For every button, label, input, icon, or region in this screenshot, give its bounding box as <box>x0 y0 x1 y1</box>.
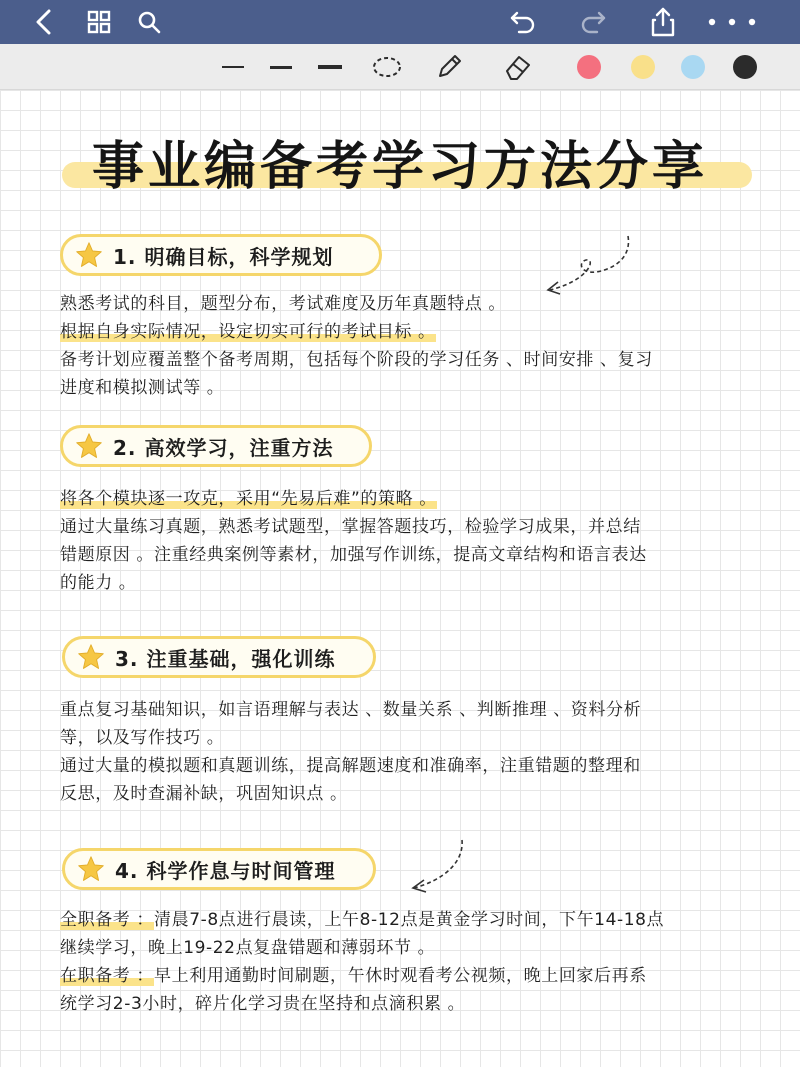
section-1-line-3: 备考计划应覆盖整个备考周期，包括每个阶段的学习任务 、时间安排 、复习 <box>60 350 653 370</box>
grid-icon[interactable] <box>84 0 114 44</box>
section-2-line-1 <box>60 485 750 513</box>
section-2-line-1-text: 将各个模块逐一攻克，采用“先易后难”的策略 。 <box>60 489 437 509</box>
section-1-body <box>60 290 750 402</box>
more-icon[interactable] <box>704 0 760 44</box>
medium-line-tool-icon[interactable] <box>268 44 294 90</box>
parttime-text: 早上利用通勤时间刷题，午休时观看考公视频，晚上回家后再系 <box>154 966 647 986</box>
section-2-line-3: 错题原因 。注重经典案例等素材，加强写作训练，提高文章结构和语言表达 <box>60 545 647 565</box>
section-1-line-4: 进度和模拟测试等 。 <box>60 378 225 398</box>
section-1-line-2 <box>60 318 750 346</box>
color-blue-swatch[interactable] <box>680 44 706 90</box>
section-3-line-4: 反思，及时查漏补缺，巩固知识点 。 <box>60 784 348 804</box>
section-1-line-1: 熟悉考试的科目，题型分布，考试难度及历年真题特点 。 <box>60 294 507 314</box>
section-3-line-3: 通过大量的模拟题和真题训练，提高解题速度和准确率，注重错题的整理和 <box>60 756 641 776</box>
thin-line-tool-icon[interactable] <box>220 44 246 90</box>
section-2-title: 2. 高效学习，注重方法 <box>113 435 334 460</box>
share-icon[interactable] <box>646 0 680 44</box>
section-1-title: 1. 明确目标，科学规划 <box>113 244 334 269</box>
lasso-icon[interactable] <box>370 44 404 90</box>
redo-icon[interactable] <box>576 0 610 44</box>
section-2-body <box>60 485 750 597</box>
section-4-body <box>60 906 750 1018</box>
section-4-heading <box>62 848 376 890</box>
section-3-line-1: 重点复习基础知识，如言语理解与表达 、数量关系 、判断推理 、资料分析 <box>60 700 642 720</box>
section-4-line-4: 统学习2-3小时，碎片化学习贵在坚持和点滴积累 。 <box>60 994 466 1014</box>
section-3-heading <box>62 636 376 678</box>
section-2-line-2: 通过大量练习真题，熟悉考试题型，掌握答题技巧，检验学习成果，并总结 <box>60 517 641 537</box>
section-3-body <box>60 696 750 808</box>
drawing-toolbar <box>0 44 800 90</box>
eraser-icon[interactable] <box>502 44 536 90</box>
section-4-title: 4. 科学作息与时间管理 <box>115 858 336 883</box>
section-4-line-2: 继续学习，晚上19-22点复盘错题和薄弱环节 。 <box>60 938 436 958</box>
section-1-heading <box>60 234 382 276</box>
page-title: 事业编备考学习方法分享 <box>91 137 708 197</box>
section-3-title: 3. 注重基础，强化训练 <box>115 646 336 671</box>
star-icon <box>77 855 105 883</box>
fulltime-text: 清晨7-8点进行晨读，上午8-12点是黄金学习时间，下午14-18点 <box>154 910 665 930</box>
curly-arrow-icon <box>540 232 640 298</box>
undo-icon[interactable] <box>506 0 540 44</box>
section-4-line-1 <box>60 906 750 934</box>
app-top-bar <box>0 0 800 44</box>
dashed-arrow-icon <box>404 836 474 894</box>
section-2-line-4: 的能力 。 <box>60 573 137 593</box>
back-icon[interactable] <box>28 0 58 44</box>
parttime-label: 在职备考 ： <box>60 966 155 986</box>
section-1-line-2-text: 根据自身实际情况，设定切实可行的考试目标 。 <box>60 322 436 342</box>
section-2-heading <box>60 425 372 467</box>
section-4-line-3 <box>60 962 750 990</box>
title-block <box>40 118 760 198</box>
star-icon <box>75 241 103 269</box>
fulltime-label: 全职备考 ： <box>60 910 155 930</box>
thick-line-tool-icon[interactable] <box>316 44 344 90</box>
section-3-line-2: 等，以及写作技巧 。 <box>60 728 225 748</box>
star-icon <box>75 432 103 460</box>
color-yellow-swatch[interactable] <box>630 44 656 90</box>
color-black-swatch[interactable] <box>732 44 758 90</box>
star-icon <box>77 643 105 671</box>
color-pink-swatch[interactable] <box>576 44 602 90</box>
pencil-icon[interactable] <box>432 44 466 90</box>
search-icon[interactable] <box>134 0 164 44</box>
